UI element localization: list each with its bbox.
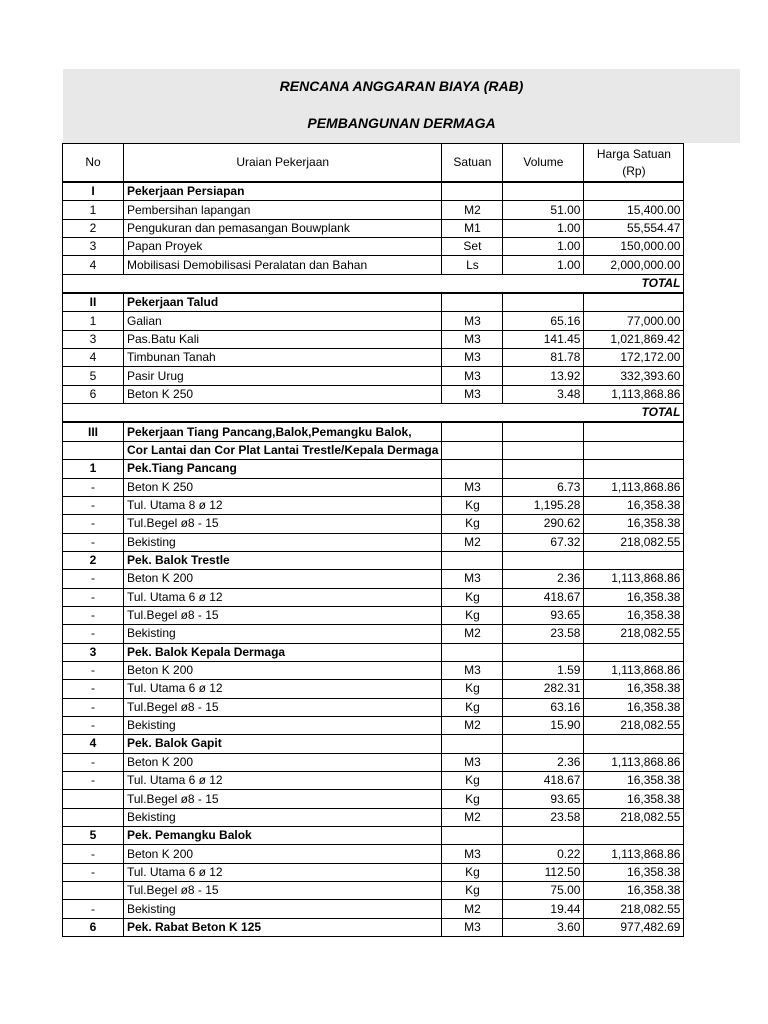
cell-no: 6: [63, 918, 124, 936]
cell-satuan: Kg: [442, 680, 503, 698]
cell-harga: 218,082.55: [584, 625, 684, 643]
section-row: [63, 460, 684, 478]
cell-uraian: Pek. Balok Trestle: [124, 551, 442, 569]
cell-uraian: Tul. Utama 8 ø 12: [124, 496, 442, 514]
table-row: [63, 772, 684, 790]
total-row: [63, 404, 684, 423]
cell-uraian: Tul.Begel ø8 - 15: [124, 790, 442, 808]
cell-harga: [584, 293, 684, 312]
cell-uraian: Mobilisasi Demobilisasi Peralatan dan Bahan: [124, 256, 442, 274]
table-row: [63, 570, 684, 588]
cell-no: -: [63, 515, 124, 533]
cell-no: -: [63, 772, 124, 790]
cell-uraian: Beton K 200: [124, 753, 442, 771]
section-row: [63, 827, 684, 845]
cell-uraian: Pek. Balok Kepala Dermaga: [124, 643, 442, 661]
cell-volume: 418.67: [503, 772, 584, 790]
document-title: RENCANA ANGGARAN BIAYA (RAB): [279, 78, 524, 94]
document-subtitle: PEMBANGUNAN DERMAGA: [307, 115, 496, 131]
cell-satuan: M3: [442, 661, 503, 679]
cell-no: -: [63, 570, 124, 588]
cell-volume: 63.16: [503, 698, 584, 716]
cell-satuan: M3: [442, 385, 503, 403]
cell-volume: 1.00: [503, 238, 584, 256]
section-row: [63, 735, 684, 753]
cell-harga: 172,172.00: [584, 349, 684, 367]
cell-satuan: [442, 643, 503, 661]
cell-satuan: [442, 735, 503, 753]
table-row: [63, 808, 684, 826]
table-row: [63, 312, 684, 330]
cell-uraian: Tul. Utama 6 ø 12: [124, 772, 442, 790]
cell-volume: 3.48: [503, 385, 584, 403]
cell-satuan: M3: [442, 330, 503, 348]
section-row: [63, 182, 684, 201]
cell-harga: [584, 441, 684, 459]
cell-uraian: Bekisting: [124, 808, 442, 826]
table-row: [63, 533, 684, 551]
cell-harga: 16,358.38: [584, 882, 684, 900]
cell-no: -: [63, 496, 124, 514]
cell-uraian: Pengukuran dan pemasangan Bouwplank: [124, 219, 442, 237]
cell-harga: [584, 551, 684, 569]
cell-no: 2: [63, 219, 124, 237]
cell-satuan: M2: [442, 201, 503, 219]
cell-satuan: M2: [442, 533, 503, 551]
cell-no: -: [63, 680, 124, 698]
table-row: [63, 882, 684, 900]
table-row: [63, 496, 684, 514]
cell-satuan: Kg: [442, 863, 503, 881]
cell-harga: [584, 460, 684, 478]
cell-satuan: M3: [442, 570, 503, 588]
cell-harga: 77,000.00: [584, 312, 684, 330]
cell-volume: 1.00: [503, 256, 584, 274]
cell-satuan: Kg: [442, 698, 503, 716]
cell-volume: [503, 422, 584, 441]
cell-no: 5: [63, 367, 124, 385]
section-row: [63, 293, 684, 312]
table-row: [63, 349, 684, 367]
cell-volume: 141.45: [503, 330, 584, 348]
table-row: [63, 698, 684, 716]
cell-satuan: M2: [442, 808, 503, 826]
cell-harga: [584, 182, 684, 201]
cell-harga: 1,113,868.86: [584, 845, 684, 863]
cell-harga: 16,358.38: [584, 863, 684, 881]
cell-harga: 16,358.38: [584, 698, 684, 716]
cell-uraian: Beton K 250: [124, 478, 442, 496]
header-uraian: Uraian Pekerjaan: [124, 144, 442, 183]
cell-volume: [503, 182, 584, 201]
total-row: [63, 274, 684, 293]
table-row: [63, 256, 684, 274]
cell-uraian: Tul.Begel ø8 - 15: [124, 882, 442, 900]
cell-uraian: Pekerjaan Persiapan: [124, 182, 442, 201]
cell-volume: 67.32: [503, 533, 584, 551]
cell-no: [63, 882, 124, 900]
cell-satuan: M3: [442, 367, 503, 385]
cell-satuan: M3: [442, 845, 503, 863]
cell-satuan: M2: [442, 900, 503, 918]
cell-volume: 65.16: [503, 312, 584, 330]
cell-uraian: Tul.Begel ø8 - 15: [124, 515, 442, 533]
table-row: [63, 238, 684, 256]
cell-harga: 55,554.47: [584, 219, 684, 237]
cell-uraian: Pek.Tiang Pancang: [124, 460, 442, 478]
cell-no: -: [63, 478, 124, 496]
cell-volume: 282.31: [503, 680, 584, 698]
cell-satuan: M3: [442, 753, 503, 771]
table-row: [63, 330, 684, 348]
cell-uraian: Pekerjaan Talud: [124, 293, 442, 312]
table-row: [63, 680, 684, 698]
cell-no: -: [63, 588, 124, 606]
cell-harga: 16,358.38: [584, 606, 684, 624]
cell-volume: 2.36: [503, 570, 584, 588]
section-row: [63, 918, 684, 936]
cell-no: [63, 790, 124, 808]
cell-satuan: M3: [442, 918, 503, 936]
header-volume: Volume: [503, 144, 584, 183]
cell-no: -: [63, 698, 124, 716]
cell-no: [63, 808, 124, 826]
table-row: [63, 900, 684, 918]
cell-uraian: Tul. Utama 6 ø 12: [124, 863, 442, 881]
cell-uraian: Beton K 200: [124, 845, 442, 863]
cell-harga: 977,482.69: [584, 918, 684, 936]
cell-satuan: [442, 441, 503, 459]
cell-no: 2: [63, 551, 124, 569]
cell-harga: 16,358.38: [584, 772, 684, 790]
table-row: [63, 515, 684, 533]
table-row: [63, 606, 684, 624]
cell-no: 6: [63, 385, 124, 403]
cell-satuan: Kg: [442, 515, 503, 533]
cell-harga: 332,393.60: [584, 367, 684, 385]
cell-satuan: M3: [442, 478, 503, 496]
cell-satuan: Kg: [442, 790, 503, 808]
cell-volume: 75.00: [503, 882, 584, 900]
cell-harga: 16,358.38: [584, 680, 684, 698]
header-no: No: [63, 144, 124, 183]
cell-uraian: Tul. Utama 6 ø 12: [124, 588, 442, 606]
cell-volume: 23.58: [503, 625, 584, 643]
cell-satuan: M3: [442, 349, 503, 367]
cell-volume: 93.65: [503, 606, 584, 624]
total-label: TOTAL: [63, 274, 684, 293]
cell-harga: [584, 422, 684, 441]
cell-harga: 218,082.55: [584, 716, 684, 734]
cell-uraian: Bekisting: [124, 625, 442, 643]
table-row: [63, 478, 684, 496]
cell-volume: [503, 551, 584, 569]
cell-harga: 1,113,868.86: [584, 478, 684, 496]
cell-volume: [503, 441, 584, 459]
cell-uraian: Timbunan Tanah: [124, 349, 442, 367]
cell-no: 3: [63, 238, 124, 256]
table-row: [63, 716, 684, 734]
cell-no: 4: [63, 349, 124, 367]
cell-satuan: M2: [442, 716, 503, 734]
cell-harga: 218,082.55: [584, 533, 684, 551]
table-row: [63, 219, 684, 237]
cell-no: 5: [63, 827, 124, 845]
cell-satuan: M1: [442, 219, 503, 237]
cell-uraian: Beton K 250: [124, 385, 442, 403]
cell-harga: 218,082.55: [584, 900, 684, 918]
cell-harga: 1,113,868.86: [584, 661, 684, 679]
cell-harga: 1,113,868.86: [584, 753, 684, 771]
cell-uraian: Bekisting: [124, 716, 442, 734]
header-harga-line1: Harga Satuan: [596, 146, 671, 161]
cell-harga: 16,358.38: [584, 496, 684, 514]
table-row: [63, 845, 684, 863]
cell-volume: 93.65: [503, 790, 584, 808]
table-row: [63, 367, 684, 385]
cell-harga: 15,400.00: [584, 201, 684, 219]
cell-no: 1: [63, 312, 124, 330]
cell-volume: 1,195.28: [503, 496, 584, 514]
cell-no: II: [63, 293, 124, 312]
cell-uraian: Pek. Pemangku Balok: [124, 827, 442, 845]
cell-satuan: [442, 422, 503, 441]
table-row: [63, 385, 684, 403]
cell-harga: 1,021,869.42: [584, 330, 684, 348]
table-row: [63, 753, 684, 771]
cell-no: 4: [63, 256, 124, 274]
table-body: [63, 182, 684, 937]
cell-volume: 51.00: [503, 201, 584, 219]
cell-harga: 2,000,000.00: [584, 256, 684, 274]
cell-harga: [584, 827, 684, 845]
table-header-row: [63, 144, 684, 183]
cell-uraian: Pekerjaan Tiang Pancang,Balok,Pemangku Balok,: [124, 422, 442, 441]
cell-volume: 19.44: [503, 900, 584, 918]
cell-uraian: Beton K 200: [124, 570, 442, 588]
cell-no: -: [63, 606, 124, 624]
rab-table: [62, 143, 684, 937]
cell-harga: 16,358.38: [584, 588, 684, 606]
section-row: [63, 643, 684, 661]
cell-satuan: Kg: [442, 772, 503, 790]
cell-no: -: [63, 753, 124, 771]
table-row: [63, 201, 684, 219]
cell-harga: 150,000.00: [584, 238, 684, 256]
cell-no: 3: [63, 643, 124, 661]
table-row: [63, 588, 684, 606]
cell-harga: [584, 643, 684, 661]
cell-no: -: [63, 863, 124, 881]
cell-harga: 218,082.55: [584, 808, 684, 826]
header-satuan: Satuan: [442, 144, 503, 183]
cell-uraian: Bekisting: [124, 533, 442, 551]
cell-volume: [503, 460, 584, 478]
cell-no: III: [63, 422, 124, 441]
cell-uraian: Pas.Batu Kali: [124, 330, 442, 348]
cell-uraian: Papan Proyek: [124, 238, 442, 256]
cell-uraian: Tul.Begel ø8 - 15: [124, 606, 442, 624]
cell-harga: [584, 735, 684, 753]
cell-volume: 2.36: [503, 753, 584, 771]
cell-satuan: Set: [442, 238, 503, 256]
cell-satuan: Kg: [442, 496, 503, 514]
cell-no: -: [63, 625, 124, 643]
cell-uraian: Tul. Utama 6 ø 12: [124, 680, 442, 698]
cell-volume: [503, 735, 584, 753]
cell-no: 1: [63, 460, 124, 478]
cell-volume: 23.58: [503, 808, 584, 826]
cell-uraian: Pembersihan lapangan: [124, 201, 442, 219]
cell-harga: 16,358.38: [584, 790, 684, 808]
cell-volume: 81.78: [503, 349, 584, 367]
cell-uraian: Tul.Begel ø8 - 15: [124, 698, 442, 716]
cell-no: I: [63, 182, 124, 201]
header-harga-line2: (Rp): [622, 163, 646, 178]
cell-no: -: [63, 533, 124, 551]
section-row: [63, 551, 684, 569]
cell-satuan: M2: [442, 625, 503, 643]
cell-satuan: Kg: [442, 882, 503, 900]
cell-satuan: [442, 293, 503, 312]
cell-volume: 6.73: [503, 478, 584, 496]
section-row: [63, 422, 684, 441]
cell-no: -: [63, 900, 124, 918]
total-label: TOTAL: [63, 404, 684, 423]
table-row: [63, 863, 684, 881]
cell-volume: 0.22: [503, 845, 584, 863]
cell-volume: 1.00: [503, 219, 584, 237]
cell-harga: 1,113,868.86: [584, 385, 684, 403]
cell-satuan: [442, 827, 503, 845]
cell-harga: 1,113,868.86: [584, 570, 684, 588]
cell-volume: 112.50: [503, 863, 584, 881]
cell-satuan: [442, 182, 503, 201]
table-row: [63, 661, 684, 679]
cell-volume: [503, 293, 584, 312]
cell-volume: [503, 827, 584, 845]
cell-uraian: Beton K 200: [124, 661, 442, 679]
cell-uraian: Pek. Balok Gapit: [124, 735, 442, 753]
cell-volume: 15.90: [503, 716, 584, 734]
cell-no: 4: [63, 735, 124, 753]
cell-uraian: Pasir Urug: [124, 367, 442, 385]
cell-harga: 16,358.38: [584, 515, 684, 533]
cell-uraian: Pek. Rabat Beton K 125: [124, 918, 442, 936]
cell-no: -: [63, 716, 124, 734]
cell-volume: 13.92: [503, 367, 584, 385]
cell-uraian: Bekisting: [124, 900, 442, 918]
cell-no: [63, 441, 124, 459]
cell-volume: 418.67: [503, 588, 584, 606]
cell-no: -: [63, 845, 124, 863]
cell-satuan: [442, 551, 503, 569]
cell-no: 1: [63, 201, 124, 219]
cell-satuan: Kg: [442, 588, 503, 606]
cell-volume: 1.59: [503, 661, 584, 679]
cell-no: -: [63, 661, 124, 679]
header-harga: [584, 144, 684, 183]
cell-volume: 3.60: [503, 918, 584, 936]
cell-no: 3: [63, 330, 124, 348]
table-row: [63, 790, 684, 808]
cell-satuan: Ls: [442, 256, 503, 274]
table-row: [63, 625, 684, 643]
cell-satuan: M3: [442, 312, 503, 330]
cell-volume: 290.62: [503, 515, 584, 533]
cell-satuan: Kg: [442, 606, 503, 624]
section-row: [63, 441, 684, 459]
cell-satuan: [442, 460, 503, 478]
cell-uraian: Cor Lantai dan Cor Plat Lantai Trestle/Kepala Dermaga: [124, 441, 442, 459]
cell-volume: [503, 643, 584, 661]
cell-uraian: Galian: [124, 312, 442, 330]
